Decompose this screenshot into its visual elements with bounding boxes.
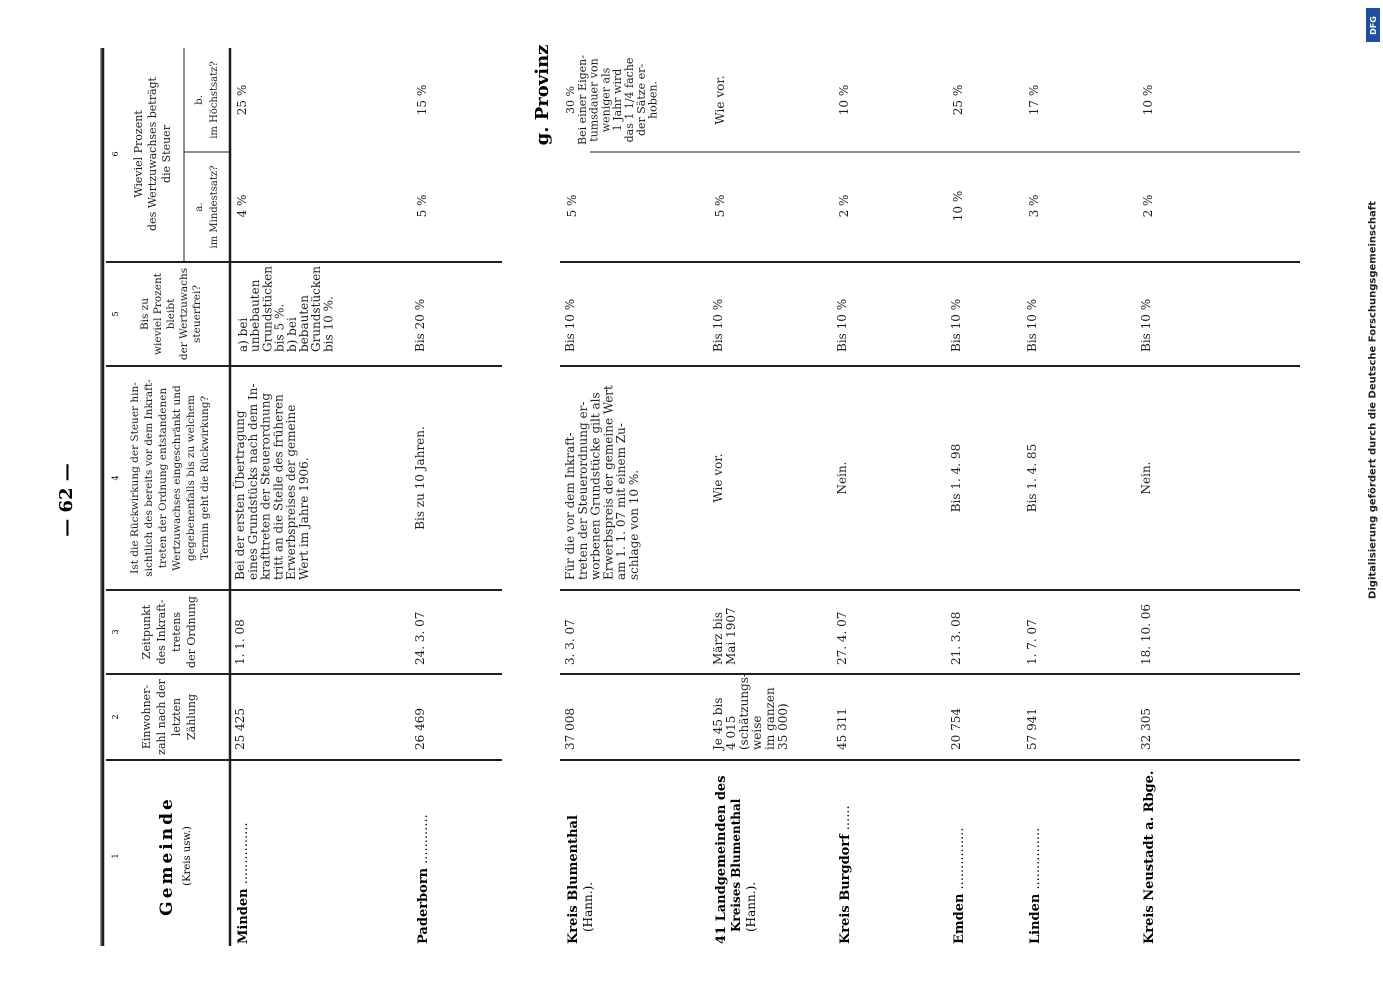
dfg-logo-text: DFG (1368, 15, 1378, 35)
population-line: Je 45 bis (711, 697, 725, 750)
taxfree-line: bis 10 %. (321, 296, 336, 352)
header-rate-max-line: im Höchstsatz? (209, 61, 220, 139)
header-rate-block (132, 76, 173, 231)
header-taxfree-line: der Wertzuwachs (178, 267, 190, 361)
rate-max-block (564, 55, 660, 145)
table-row (1025, 85, 1043, 944)
header-col-rate-max (194, 61, 220, 139)
rate-min-line: 10 % (951, 190, 965, 222)
table-row (563, 55, 660, 944)
table-row (231, 85, 335, 944)
header-retro-line: gegebenenfalls bis zu welchem (185, 395, 197, 561)
rate-min-line: 2 % (1141, 194, 1155, 218)
header-taxfree-block (139, 268, 203, 360)
rate-min-block (713, 195, 727, 218)
taxfree-line: b) bei (284, 317, 299, 352)
date-line: 18. 10. 06 (1139, 603, 1153, 665)
column-numbers (111, 151, 120, 858)
leader-dots: ...... (838, 805, 853, 831)
gemeinde-name-text: Kreis Neustadt a. Rbge. (1142, 770, 1157, 944)
taxfree-block (1139, 299, 1153, 352)
rate-min-block (235, 195, 249, 218)
taxfree-block (949, 299, 963, 352)
col-number: 6 (111, 151, 120, 157)
rate-max-line: hoben. (646, 81, 660, 119)
retroactive-block (949, 444, 963, 512)
date-block (711, 607, 738, 665)
rate-min-line: 4 % (235, 194, 249, 218)
population-line: 20 754 (949, 708, 963, 750)
header-gemeinde-sub: (Kreis usw.) (182, 826, 193, 886)
table-row (1139, 85, 1157, 944)
taxfree-block (413, 299, 427, 352)
retroactive-block (1139, 462, 1153, 495)
header-date-block (140, 596, 198, 668)
header-rate-min-line: a. (194, 202, 205, 212)
taxfree-line: Bis 20 % (413, 298, 427, 352)
gemeinde-name-block (1028, 828, 1043, 944)
population-line: 4 015 (724, 715, 738, 750)
gemeinde-name-text: Kreis Burgdorf (838, 834, 853, 944)
taxfree-line: Bis 10 % (711, 298, 725, 352)
taxfree-line: Bis 10 % (835, 298, 849, 352)
gemeinde-name-block (416, 814, 431, 944)
rate-min-line: 5 % (565, 194, 579, 218)
header-date-line: des Inkraft- (155, 599, 168, 665)
retroactive-line: Erwerbspreises der gemeine (284, 404, 299, 580)
rate-max-line: 1 Jahr wird (611, 68, 625, 132)
header-population-line: letzten (170, 697, 183, 737)
population-block (1025, 708, 1039, 750)
rate-min-line: 2 % (837, 194, 851, 218)
retroactive-line: Erwerbspreis der gemeine Wert (601, 385, 616, 580)
header-rate-line: Wieviel Prozent (132, 110, 145, 198)
header-population-line: Einwohner- (140, 684, 153, 750)
taxfree-block (835, 299, 849, 352)
rate-max-block (837, 85, 851, 116)
table-body (231, 55, 1157, 944)
retroactive-line: treten der Steuerordnung er- (575, 401, 590, 580)
population-block (949, 708, 963, 750)
gemeinde-name-text: Linden (1028, 893, 1043, 944)
gemeinde-sub: Kreises Blumenthal (729, 798, 743, 932)
population-line: 45 311 (835, 708, 849, 750)
retroactive-line: Bei der ersten Übertragung (233, 410, 247, 580)
table-row (949, 85, 967, 944)
gemeinde-name-text: Emden (952, 893, 967, 944)
taxfree-line: Bis 10 % (1025, 298, 1039, 352)
header-date-line: tretens (170, 612, 183, 652)
date-line: 3. 3. 07 (563, 619, 577, 665)
date-block (835, 612, 849, 665)
retroactive-line: schlage von 10 %. (627, 469, 641, 580)
header-taxfree-line: Bis zu (139, 297, 151, 331)
header-population-line: zahl nach der (155, 679, 168, 755)
taxfree-block (563, 299, 577, 352)
rate-max-line: 25 % (951, 84, 965, 116)
population-block (1139, 708, 1153, 750)
gemeinde-name (1142, 771, 1157, 944)
rate-max-line: das 1 1/4 fache (623, 57, 636, 143)
date-block (1139, 604, 1153, 665)
date-line: 21. 3. 08 (949, 611, 963, 665)
population-line: 25 425 (233, 708, 247, 750)
gemeinde-name-block (236, 822, 251, 944)
header-population-block (140, 678, 198, 754)
credit-text: Digitalisierung gefördert durch die Deutsche Forschungsgemeinschaft (1367, 201, 1379, 599)
taxfree-line: Grundstücken (309, 266, 324, 352)
population-line: 32 305 (1139, 708, 1153, 750)
gemeinde-name (416, 814, 431, 944)
leader-dots: ............... (236, 822, 251, 885)
rate-max-line: 10 % (1141, 84, 1155, 116)
date-line: 1. 7. 07 (1025, 619, 1039, 665)
taxfree-line: unbebauten (248, 279, 263, 352)
header-col-retroactive (129, 379, 211, 577)
rate-max-line: Bei einer Eigen- (575, 55, 589, 145)
rate-max-line: tumsdauer von (587, 58, 601, 142)
date-block (1025, 619, 1039, 665)
taxfree-line: Bis 10 % (1139, 298, 1153, 352)
gemeinde-name-block (1142, 771, 1157, 944)
header-rate-min-line: im Mindestsatz? (209, 165, 220, 249)
date-block (563, 619, 577, 665)
gemeinde-name-block (566, 815, 595, 944)
header-rate-line: des Wertzuwachses beträgt (146, 77, 159, 231)
retroactive-line: Wert im Jahre 1906. (297, 457, 311, 580)
header-gemeinde: Gemeinde (157, 796, 177, 916)
header-rate-max-block (194, 61, 220, 139)
gemeinde-name (838, 805, 853, 944)
retroactive-line: Nein. (835, 461, 849, 495)
section-heading: g. Provinz (532, 44, 553, 146)
header-retro-line: treten der Ordnung entstandenen (157, 387, 169, 569)
taxfree-block (236, 266, 335, 352)
gemeinde-name (566, 815, 581, 944)
table-row (413, 85, 431, 944)
retroactive-line: Nein. (1139, 461, 1153, 495)
header-col-rate-min (194, 166, 220, 249)
taxfree-line: Bis 10 % (563, 298, 577, 352)
rate-max-line: 30 % (564, 86, 577, 114)
rate-max-line: weniger als (599, 67, 613, 133)
header-col-population (140, 678, 198, 754)
taxfree-line: bis 5 %. (272, 303, 287, 352)
gemeinde-sub: (Hann.). (581, 881, 595, 932)
population-block (413, 708, 427, 750)
gemeinde-name-block (714, 775, 758, 944)
date-line: 24. 3. 07 (413, 611, 427, 665)
gemeinde-name (952, 828, 967, 944)
date-line: 27. 4. 07 (835, 611, 849, 665)
retroactive-line: worbenen Grundstücke gilt als (588, 392, 603, 580)
header-population-line: Zählung (185, 693, 198, 741)
population-line: (schätzungs- (737, 673, 751, 750)
gemeinde-name-text: Minden (236, 888, 251, 944)
header-retro-line: sichtlich des bereits vor dem Inkraft- (143, 379, 155, 577)
rate-min-block (951, 191, 965, 222)
population-block (711, 673, 790, 752)
header-col-date (140, 596, 198, 668)
date-block (233, 619, 247, 665)
retroactive-line: Für die vor dem Inkraft- (563, 432, 577, 580)
retroactive-line: krafttreten der Steuerordnung (258, 392, 273, 580)
col-number: 2 (111, 714, 120, 720)
rate-max-block (415, 85, 429, 116)
gemeinde-name-text: Kreis Blumenthal (566, 815, 581, 944)
date-block (413, 612, 427, 665)
header-retro-line: Ist die Rückwirkung der Steuer hin- (129, 382, 141, 574)
retroactive-block (231, 383, 311, 580)
retroactive-block (1025, 444, 1039, 512)
rate-max-line: 17 % (1027, 84, 1041, 116)
rate-min-line: 3 % (1027, 194, 1041, 218)
population-block (233, 708, 247, 750)
rate-min-block (1141, 195, 1155, 218)
header-date-line: der Ordnung (185, 596, 198, 668)
date-line: März bis (711, 612, 725, 665)
leader-dots: ............... (952, 827, 967, 890)
header-retro-block (129, 379, 211, 577)
col-number: 4 (111, 475, 120, 481)
taxfree-line: Bis 10 % (949, 298, 963, 352)
header-col-taxfree (139, 268, 203, 360)
retroactive-block (835, 462, 849, 495)
header-col-rate (132, 76, 173, 231)
gemeinde-name-text: 41 Landgemeinden des (714, 775, 729, 944)
gemeinde-name-block (838, 805, 853, 944)
population-line: 35 000) (776, 703, 790, 750)
rate-max-block (235, 85, 249, 116)
rate-min-block (837, 195, 851, 218)
retroactive-line: Bis 1. 4. 85 (1025, 443, 1039, 513)
header-rate-line: die Steuer (160, 125, 173, 183)
rate-min-block (415, 195, 429, 218)
table-row (835, 85, 853, 944)
rate-max-line: 10 % (837, 84, 851, 116)
rate-max-line: 25 % (235, 84, 249, 116)
population-line: weise (750, 715, 764, 750)
header-taxfree-line: wieviel Prozent (152, 273, 164, 355)
col-number: 3 (111, 629, 120, 635)
retroactive-block (413, 426, 427, 530)
header-taxfree-line: steuerfrei? (191, 285, 203, 343)
population-line: 57 941 (1025, 708, 1039, 750)
date-line: 1. 1. 08 (233, 619, 247, 665)
header-rate-min-block (194, 166, 220, 249)
digitization-credit (1366, 20, 1380, 780)
taxfree-block (1025, 299, 1039, 352)
taxfree-line: bebauten (297, 295, 311, 352)
col-number: 1 (111, 853, 120, 859)
retroactive-line: eines Grundstücks nach dem In- (245, 383, 260, 580)
date-block (949, 612, 963, 665)
population-block (835, 708, 849, 750)
gemeinde-name (236, 822, 251, 944)
gemeinde-name-block (952, 828, 967, 944)
rate-max-line: Wie vor. (713, 75, 727, 125)
header-retro-line: Termin geht die Rückwirkung? (199, 395, 211, 561)
rate-max-line: der Sätze er- (634, 63, 648, 137)
retroactive-line: Bis 1. 4. 98 (949, 443, 963, 513)
taxfree-line: Grundstücken (260, 266, 275, 352)
gemeinde-name-text: Paderborn (416, 867, 431, 944)
leader-dots: ............ (416, 814, 431, 864)
population-line: 37 008 (563, 708, 577, 750)
date-line: Mai 1907 (724, 607, 738, 665)
header-taxfree-line: bleibt (165, 298, 177, 330)
rate-max-block (1141, 85, 1155, 116)
col-number: 5 (111, 311, 120, 317)
retroactive-line: tritt an die Stelle des früheren (271, 394, 286, 580)
header-retro-line: Wertzuwachses eingeschränkt und (171, 385, 183, 571)
retroactive-block (711, 453, 725, 502)
gemeinde-name (714, 775, 729, 944)
population-line: im ganzen (763, 687, 777, 750)
gemeinde-name (1028, 828, 1043, 944)
retroactive-line: Wie vor. (711, 453, 725, 503)
retroactive-line: Bis zu 10 Jahren. (413, 426, 427, 530)
header-date-line: Zeitpunkt (140, 604, 153, 660)
taxfree-block (711, 299, 725, 352)
rate-max-line: 15 % (415, 84, 429, 116)
rate-min-block (565, 195, 579, 218)
page-number: — 62 — (56, 463, 77, 537)
gemeinde-sub: (Hann.). (744, 881, 758, 932)
rate-max-block (1027, 85, 1041, 116)
header-rate-max-line: b. (194, 95, 205, 105)
rate-min-line: 5 % (415, 194, 429, 218)
table-row (711, 75, 790, 944)
population-block (563, 708, 577, 750)
rate-max-block (713, 75, 727, 124)
rate-min-line: 5 % (713, 194, 727, 218)
retroactive-line: am 1. 1. 07 mit einem Zu- (614, 423, 629, 580)
leader-dots: ............... (1028, 827, 1043, 890)
rate-min-block (1027, 195, 1041, 218)
rate-max-block (951, 85, 965, 116)
retroactive-block (563, 385, 641, 580)
population-line: 26 469 (413, 708, 427, 750)
taxfree-line: a) bei (236, 317, 250, 352)
